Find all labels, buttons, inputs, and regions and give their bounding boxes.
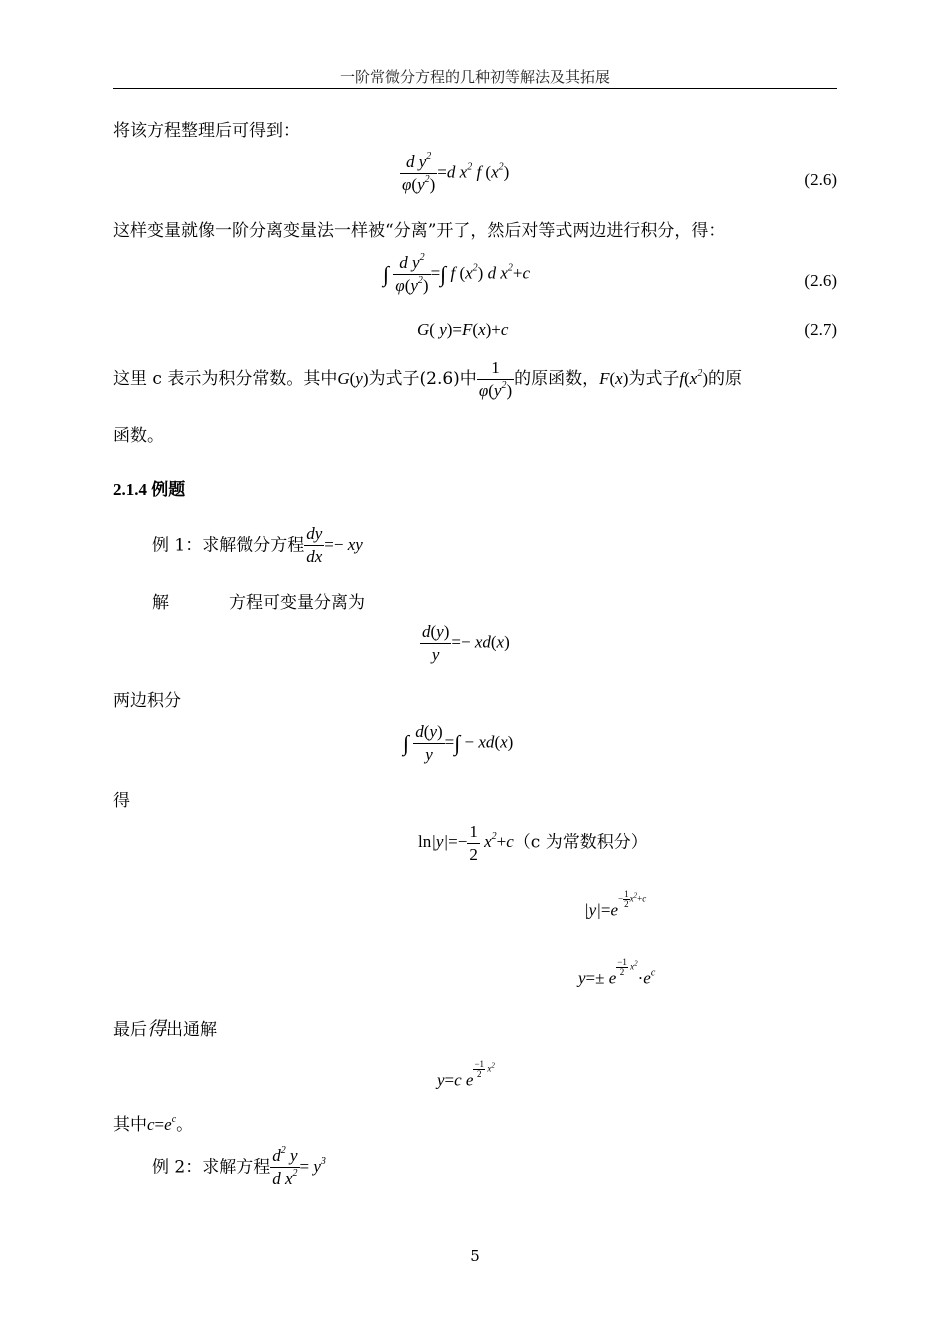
equation-number: (2.7) — [804, 320, 837, 339]
constant-note: （c 为常数积分） — [513, 832, 648, 853]
equation-separable: $\frac{d(y)}{y}$ =− xd(x) — [422, 622, 510, 664]
equation-separated: $\frac{d y^2}{\varphi(y^2)}$ =d $x^2$ f $(x^2)$ — [402, 151, 510, 194]
header-rule — [113, 88, 837, 89]
text-fragment: 得 — [147, 1018, 167, 1040]
example-label: 例 2：求解方程 — [152, 1157, 271, 1178]
section-heading: 2.1.4 例题 — [113, 480, 186, 499]
equation-number: (2.6) — [804, 170, 837, 189]
text-fragment: 其中 — [113, 1115, 147, 1135]
where-clause: 其中$c=e^c$。 — [113, 1114, 194, 1135]
text-fragment: 的原函数， — [514, 369, 600, 389]
text-fragment: 出通解 — [166, 1020, 218, 1040]
solution-text: 方程可变量分离为 — [229, 593, 365, 613]
text-fragment: 为式子 — [628, 369, 680, 389]
equation-y-pm: y=± e $\frac{-1}{2}$ $x^2\cdot e^c$ — [578, 957, 656, 988]
equation-general-solution: y=c e $\frac{-1}{2}$ $x^2$ — [437, 1059, 495, 1090]
final-solution-label — [113, 1018, 217, 1041]
paragraph-constant-end: 函数。 — [113, 426, 164, 446]
page-number: 5 — [470, 1247, 480, 1265]
paragraph-constant: 这里 c 表示为积分常数。其中G(y)为式子(2.6)中 $\frac{1}{\varphi(y^2)}$ 的原函数，F(x)为式子$f(x^2)$的原 — [113, 358, 743, 400]
solution-label: 解 — [152, 593, 169, 613]
example-label: 例 1：求解微分方程 — [152, 535, 305, 556]
equation-log: ln|y|=− $\frac{1}{2}$ $x^2+c(c$ 为常数积分） — [418, 822, 648, 864]
equation-antiderivative: G( y)=F(x)+c — [417, 320, 509, 339]
paragraph-separation: 这样变量就像一阶分离变量法一样被“分离”开了，然后对等式两边进行积分，得： — [113, 221, 726, 241]
text-fragment: 为式子(2.6)中 — [368, 369, 477, 389]
example-1: 例 1：求解微分方程 $\frac{dy}{dx}$ =− xy — [152, 524, 363, 566]
text-fragment: 的原 — [708, 369, 743, 389]
get-label: 得 — [113, 791, 130, 811]
text-fragment: 这里 c 表示为积分常数。其中 — [113, 369, 338, 389]
both-sides-label: 两边积分 — [113, 691, 181, 711]
equation-number: (2.6) — [804, 271, 837, 290]
example-2: 例 2：求解方程 $\frac{d^2 y}{d x^2}$ = $y^3$ — [152, 1145, 326, 1188]
equation-integrate-both: ∫ $\frac{d(y)}{y}$ =∫ − xd(x) — [403, 722, 514, 764]
paragraph-intro: 将该方程整理后可得到： — [113, 121, 300, 141]
equation-integral: ∫ $\frac{d y^2}{\varphi(y^2)}$ =∫ f $(x^2)$ d $x^2+c$ — [383, 252, 531, 295]
running-header: 一阶常微分方程的几种初等解法及其拓展 — [339, 68, 610, 86]
text-fragment: 。 — [176, 1115, 194, 1135]
equation-abs-y: |y|=e− $\frac{1}{2}$ $x^2+c$ — [584, 889, 647, 920]
text-fragment: 最后 — [113, 1020, 147, 1040]
